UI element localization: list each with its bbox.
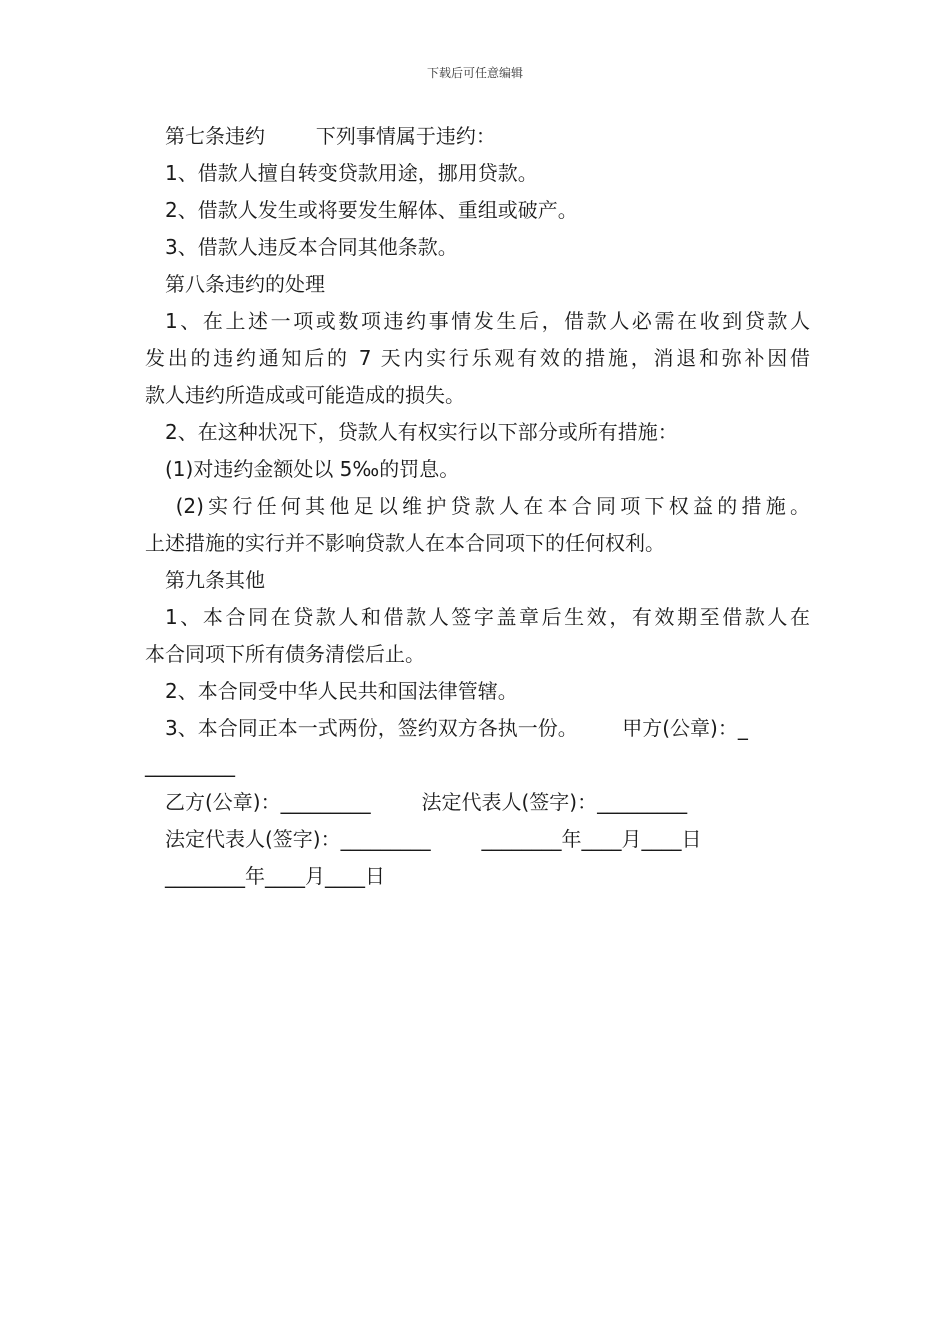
article-9-item-1-line-1: 1、本合同在贷款人和借款人签字盖章后生效，有效期至借款人在 (165, 605, 810, 629)
article-7-item-3: 3、借款人违反本合同其他条款。 (165, 235, 458, 259)
party-a-seal-line-continued: _________ (145, 753, 235, 777)
article-8-rights-note: 上述措施的实行并不影响贷款人在本合同项下的任何权利。 (145, 531, 665, 555)
article-7-item-1: 1、借款人擅自转变贷款用途，挪用贷款。 (165, 161, 538, 185)
contract-body (145, 118, 810, 895)
article-9-item-1-line-2: 本合同项下所有债务清偿后止。 (145, 642, 425, 666)
article-8-measure-1: (1)对违约金额处以 5‰的罚息。 (165, 457, 460, 481)
article-7-heading: 第七条违约 下列事情属于违约： (165, 124, 496, 148)
article-8-item-1-line-2: 发出的违约通知后的 7 天内实行乐观有效的措施，消退和弥补因借 (145, 346, 810, 370)
legal-rep-signature-line: 法定代表人(签字)：_________ ________年____月____日 (165, 827, 702, 851)
signing-date-line: ________年____月____日 (165, 864, 385, 888)
article-8-measure-2: (2)实行任何其他足以维护贷款人在本合同项下权益的措施。 (165, 494, 810, 518)
article-9-item-3: 3、本合同正本一式两份，签约双方各执一份。 甲方(公章)：_ (165, 716, 748, 740)
article-8-heading: 第八条违约的处理 (165, 272, 325, 296)
article-8-item-2: 2、在这种状况下，贷款人有权实行以下部分或所有措施： (165, 420, 678, 444)
page-header: 下载后可任意编辑 (426, 66, 523, 80)
article-8-item-1-line-1: 1、在上述一项或数项违约事情发生后，借款人必需在收到贷款人 (165, 309, 810, 333)
party-b-seal-line: 乙方(公章)：_________ 法定代表人(签字)：_________ (165, 790, 688, 814)
article-7-item-2: 2、借款人发生或将要发生解体、重组或破产。 (165, 198, 578, 222)
article-9-heading: 第九条其他 (165, 568, 265, 592)
article-8-item-1-line-3: 款人违约所造成或可能造成的损失。 (145, 383, 465, 407)
article-9-item-2: 2、本合同受中华人民共和国法律管辖。 (165, 679, 518, 703)
